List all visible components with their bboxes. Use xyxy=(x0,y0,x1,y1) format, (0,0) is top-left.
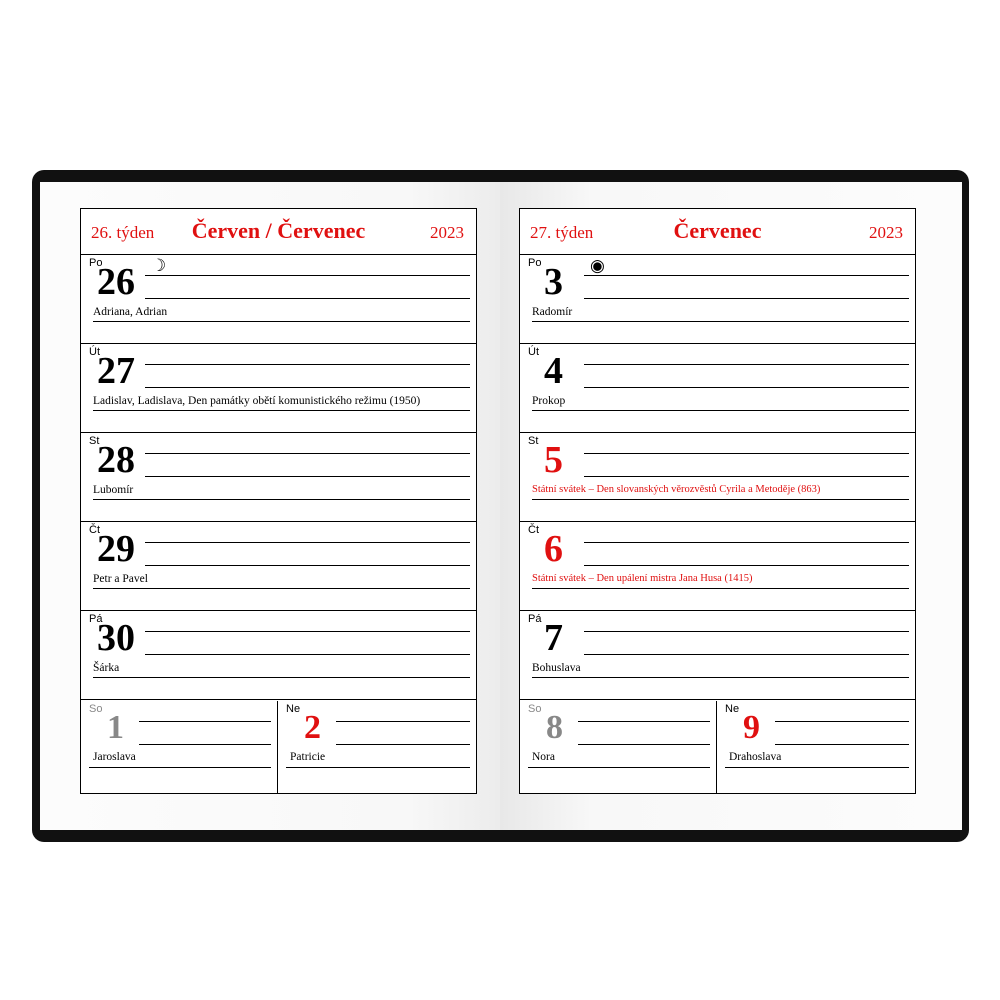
writing-line xyxy=(89,767,271,768)
nameday-text: Petr a Pavel xyxy=(93,573,148,585)
day-cell-sunday[interactable] xyxy=(278,701,476,793)
day-name: Út xyxy=(89,346,100,358)
writing-line xyxy=(725,767,909,768)
day-name: Pá xyxy=(89,613,103,625)
day-name: Čt xyxy=(528,524,539,536)
right-page xyxy=(519,208,916,794)
holiday-text: Státní svátek – Den upálení mistra Jana Husa (1415) xyxy=(532,573,753,584)
day-name: St xyxy=(89,435,100,447)
day-number: 7 xyxy=(544,617,563,659)
day-number: 9 xyxy=(743,709,760,746)
day-name: Po xyxy=(89,257,103,269)
nameday-text: Jaroslava xyxy=(93,751,136,763)
page-header xyxy=(520,209,915,255)
day-row-monday[interactable] xyxy=(81,255,476,344)
writing-line xyxy=(578,744,710,745)
day-name: Ne xyxy=(286,703,301,715)
writing-line xyxy=(578,721,710,722)
day-row-thursday[interactable] xyxy=(81,522,476,611)
writing-line xyxy=(145,476,470,477)
nameday-text: Radomír xyxy=(532,306,573,318)
nameday-text: Patricie xyxy=(290,751,326,763)
writing-line xyxy=(775,744,909,745)
writing-line xyxy=(532,499,909,500)
writing-line xyxy=(532,321,909,322)
left-page xyxy=(80,208,477,794)
writing-line xyxy=(584,565,909,566)
writing-line xyxy=(145,542,470,543)
writing-line xyxy=(145,364,470,365)
writing-line xyxy=(93,677,470,678)
week-label: 26. týden xyxy=(91,223,155,242)
writing-line xyxy=(532,677,909,678)
writing-line xyxy=(584,631,909,632)
day-row-tuesday[interactable] xyxy=(520,344,915,433)
writing-line xyxy=(145,387,470,388)
day-row-wednesday[interactable] xyxy=(520,433,915,522)
writing-line xyxy=(93,321,470,322)
nameday-text: Bohuslava xyxy=(532,662,581,674)
writing-line xyxy=(286,767,470,768)
day-number: 29 xyxy=(97,528,135,570)
writing-line xyxy=(584,275,909,276)
nameday-text: Šárka xyxy=(93,662,120,674)
nameday-text: Prokop xyxy=(532,395,566,407)
nameday-text: Ladislav, Ladislava, Den památky obětí komunistického režimu (1950) xyxy=(93,395,421,407)
writing-line xyxy=(145,565,470,566)
writing-line xyxy=(145,298,470,299)
day-row-friday[interactable] xyxy=(81,611,476,700)
day-cell-saturday[interactable] xyxy=(81,701,278,793)
day-name: So xyxy=(89,703,103,715)
day-number: 3 xyxy=(544,261,563,303)
writing-line xyxy=(584,298,909,299)
nameday-text: Lubomír xyxy=(93,484,134,496)
nameday-text: Drahoslava xyxy=(729,751,782,763)
weekend-row xyxy=(520,701,915,793)
writing-line xyxy=(145,453,470,454)
day-row-wednesday[interactable] xyxy=(81,433,476,522)
writing-line xyxy=(532,588,909,589)
day-name: Po xyxy=(528,257,542,269)
writing-line xyxy=(93,410,470,411)
moon-phase-icon: ☽ xyxy=(151,256,167,275)
day-name: St xyxy=(528,435,539,447)
day-name: So xyxy=(528,703,542,715)
writing-line xyxy=(584,453,909,454)
year-label: 2023 xyxy=(869,223,903,242)
writing-line xyxy=(139,744,271,745)
writing-line xyxy=(584,387,909,388)
day-number: 26 xyxy=(97,261,135,303)
page-header xyxy=(81,209,476,255)
day-name: Pá xyxy=(528,613,542,625)
month-title: Červenec xyxy=(673,218,762,243)
writing-line xyxy=(145,275,470,276)
day-number: 28 xyxy=(97,439,135,481)
day-row-friday[interactable] xyxy=(520,611,915,700)
day-cell-saturday[interactable] xyxy=(520,701,717,793)
day-number: 1 xyxy=(107,709,124,746)
day-number: 6 xyxy=(544,528,563,570)
writing-line xyxy=(139,721,271,722)
day-number: 30 xyxy=(97,617,135,659)
holiday-text: Státní svátek – Den slovanských věrozvěstů Cyrila a Metoděje (863) xyxy=(532,484,821,495)
writing-line xyxy=(336,744,470,745)
day-row-thursday[interactable] xyxy=(520,522,915,611)
moon-phase-icon: ◉ xyxy=(590,256,605,275)
month-title: Červen / Červenec xyxy=(191,218,366,243)
writing-line xyxy=(532,410,909,411)
day-name: Čt xyxy=(89,524,100,536)
day-number: 5 xyxy=(544,439,563,481)
writing-line xyxy=(528,767,710,768)
nameday-text: Adriana, Adrian xyxy=(93,306,168,318)
week-label: 27. týden xyxy=(530,223,594,242)
day-row-monday[interactable] xyxy=(520,255,915,344)
day-cell-sunday[interactable] xyxy=(717,701,915,793)
year-label: 2023 xyxy=(430,223,464,242)
writing-line xyxy=(336,721,470,722)
day-row-tuesday[interactable] xyxy=(81,344,476,433)
writing-line xyxy=(584,654,909,655)
day-number: 4 xyxy=(544,350,563,392)
writing-line xyxy=(145,631,470,632)
writing-line xyxy=(584,542,909,543)
writing-line xyxy=(93,588,470,589)
writing-line xyxy=(145,654,470,655)
day-number: 27 xyxy=(97,350,135,392)
writing-line xyxy=(584,476,909,477)
weekend-row xyxy=(81,701,476,793)
day-number: 2 xyxy=(304,709,321,746)
day-name: Ne xyxy=(725,703,740,715)
nameday-text: Nora xyxy=(532,751,555,763)
writing-line xyxy=(775,721,909,722)
writing-line xyxy=(584,364,909,365)
day-name: Út xyxy=(528,346,539,358)
writing-line xyxy=(93,499,470,500)
day-number: 8 xyxy=(546,709,563,746)
